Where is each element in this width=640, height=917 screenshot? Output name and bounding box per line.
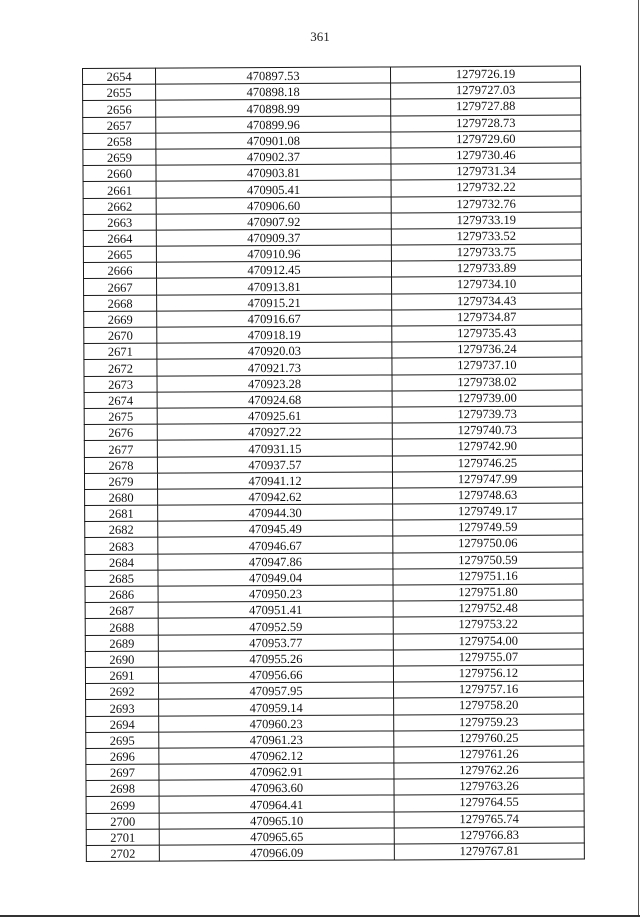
point-number-cell: 2678 — [84, 457, 157, 474]
x-coordinate-cell: 470906.60 — [156, 196, 391, 213]
x-coordinate-cell: 470920.03 — [157, 342, 392, 359]
point-number-cell: 2686 — [85, 586, 158, 603]
table-row — [86, 843, 584, 862]
y-coordinate-cell: 1279732.76 — [391, 196, 581, 213]
y-coordinate-cell: 1279750.59 — [393, 552, 583, 569]
y-coordinate-cell: 1279736.24 — [392, 341, 582, 358]
x-coordinate-cell: 470962.12 — [159, 747, 394, 764]
point-number-cell: 2690 — [85, 651, 158, 668]
point-number-cell: 2677 — [84, 440, 157, 457]
x-coordinate-cell: 470909.37 — [156, 229, 391, 246]
coordinates-table-body — [83, 66, 585, 862]
x-coordinate-cell: 470945.49 — [158, 520, 393, 537]
point-number-cell: 2657 — [83, 117, 156, 134]
y-coordinate-cell: 1279726.19 — [390, 66, 580, 83]
y-coordinate-cell: 1279756.12 — [393, 665, 583, 682]
x-coordinate-cell: 470962.91 — [159, 763, 394, 780]
point-number-cell: 2676 — [84, 424, 157, 441]
point-number-cell: 2693 — [86, 699, 159, 716]
point-number-cell: 2675 — [84, 408, 157, 425]
x-coordinate-cell: 470902.37 — [156, 148, 391, 165]
y-coordinate-cell: 1279727.88 — [391, 98, 581, 115]
x-coordinate-cell: 470957.95 — [159, 682, 394, 699]
point-number-cell: 2694 — [86, 716, 159, 733]
y-coordinate-cell: 1279730.46 — [391, 147, 581, 164]
y-coordinate-cell: 1279740.73 — [392, 422, 582, 439]
point-number-cell: 2683 — [85, 538, 158, 555]
y-coordinate-cell: 1279747.99 — [392, 471, 582, 488]
coordinates-table — [82, 66, 585, 863]
y-coordinate-cell: 1279737.10 — [392, 357, 582, 374]
x-coordinate-cell: 470952.59 — [158, 617, 393, 634]
x-coordinate-cell: 470898.99 — [156, 99, 391, 116]
x-coordinate-cell: 470897.53 — [156, 67, 391, 84]
point-number-cell: 2700 — [86, 813, 159, 830]
x-coordinate-cell: 470944.30 — [158, 504, 393, 521]
x-coordinate-cell: 470947.86 — [158, 553, 393, 570]
x-coordinate-cell: 470923.28 — [157, 375, 392, 392]
point-number-cell: 2669 — [84, 311, 157, 328]
x-coordinate-cell: 470921.73 — [157, 358, 392, 375]
point-number-cell: 2691 — [85, 667, 158, 684]
point-number-cell: 2673 — [84, 376, 157, 393]
x-coordinate-cell: 470931.15 — [157, 439, 392, 456]
y-coordinate-cell: 1279766.83 — [394, 827, 584, 844]
x-coordinate-cell: 470955.26 — [158, 650, 393, 667]
x-coordinate-cell: 470959.14 — [159, 698, 394, 715]
x-coordinate-cell: 470946.67 — [158, 536, 393, 553]
point-number-cell: 2687 — [85, 602, 158, 619]
y-coordinate-cell: 1279762.26 — [394, 762, 584, 779]
point-number-cell: 2671 — [84, 343, 157, 360]
x-coordinate-cell: 470953.77 — [158, 634, 393, 651]
point-number-cell: 2663 — [83, 214, 156, 231]
coordinates-table-container — [82, 66, 585, 863]
point-number-cell: 2655 — [83, 84, 156, 101]
point-number-cell: 2692 — [86, 683, 159, 700]
point-number-cell: 2668 — [84, 295, 157, 312]
point-number-cell: 2695 — [86, 732, 159, 749]
y-coordinate-cell: 1279729.60 — [391, 131, 581, 148]
y-coordinate-cell: 1279763.26 — [394, 778, 584, 795]
point-number-cell: 2680 — [85, 489, 158, 506]
y-coordinate-cell: 1279732.22 — [391, 179, 581, 196]
y-coordinate-cell: 1279733.52 — [391, 228, 581, 245]
y-coordinate-cell: 1279733.89 — [391, 260, 581, 277]
y-coordinate-cell: 1279731.34 — [391, 163, 581, 180]
x-coordinate-cell: 470950.23 — [158, 585, 393, 602]
y-coordinate-cell: 1279739.00 — [392, 390, 582, 407]
point-number-cell: 2674 — [84, 392, 157, 409]
y-coordinate-cell: 1279753.22 — [393, 616, 583, 633]
point-number-cell: 2672 — [84, 360, 157, 377]
x-coordinate-cell: 470899.96 — [156, 116, 391, 133]
point-number-cell: 2661 — [83, 181, 156, 198]
point-number-cell: 2688 — [85, 619, 158, 636]
point-number-cell: 2701 — [86, 829, 159, 846]
y-coordinate-cell: 1279733.19 — [391, 212, 581, 229]
y-coordinate-cell: 1279748.63 — [393, 487, 583, 504]
y-coordinate-cell: 1279754.00 — [393, 633, 583, 650]
y-coordinate-cell: 1279733.75 — [391, 244, 581, 261]
y-coordinate-cell: 1279757.16 — [394, 681, 584, 698]
x-coordinate-cell: 470910.96 — [156, 245, 391, 262]
point-number-cell: 2665 — [83, 246, 156, 263]
x-coordinate-cell: 470951.41 — [158, 601, 393, 618]
x-coordinate-cell: 470924.68 — [157, 391, 392, 408]
y-coordinate-cell: 1279749.59 — [393, 519, 583, 536]
y-coordinate-cell: 1279750.06 — [393, 535, 583, 552]
point-number-cell: 2689 — [85, 635, 158, 652]
y-coordinate-cell: 1279734.87 — [392, 309, 582, 326]
point-number-cell: 2681 — [85, 505, 158, 522]
x-coordinate-cell: 470965.65 — [159, 828, 394, 845]
y-coordinate-cell: 1279755.07 — [393, 649, 583, 666]
point-number-cell: 2697 — [86, 764, 159, 781]
x-coordinate-cell: 470915.21 — [157, 294, 392, 311]
y-coordinate-cell: 1279727.03 — [391, 82, 581, 99]
point-number-cell: 2654 — [83, 68, 156, 85]
point-number-cell: 2658 — [83, 133, 156, 150]
y-coordinate-cell: 1279761.26 — [394, 746, 584, 763]
x-coordinate-cell: 470949.04 — [158, 569, 393, 586]
x-coordinate-cell: 470964.41 — [159, 795, 394, 812]
y-coordinate-cell: 1279758.20 — [394, 697, 584, 714]
y-coordinate-cell: 1279739.73 — [392, 406, 582, 423]
point-number-cell: 2698 — [86, 780, 159, 797]
y-coordinate-cell: 1279759.23 — [394, 714, 584, 731]
x-coordinate-cell: 470965.10 — [159, 812, 394, 829]
x-coordinate-cell: 470912.45 — [156, 261, 391, 278]
x-coordinate-cell: 470937.57 — [157, 455, 392, 472]
x-coordinate-cell: 470956.66 — [158, 666, 393, 683]
x-coordinate-cell: 470901.08 — [156, 132, 391, 149]
y-coordinate-cell: 1279738.02 — [392, 374, 582, 391]
y-coordinate-cell: 1279751.80 — [393, 584, 583, 601]
point-number-cell: 2679 — [84, 473, 157, 490]
y-coordinate-cell: 1279751.16 — [393, 568, 583, 585]
y-coordinate-cell: 1279742.90 — [392, 438, 582, 455]
point-number-cell: 2682 — [85, 521, 158, 538]
x-coordinate-cell: 470966.09 — [159, 844, 394, 861]
point-number-cell: 2670 — [84, 327, 157, 344]
point-number-cell: 2656 — [83, 101, 156, 118]
x-coordinate-cell: 470913.81 — [157, 277, 392, 294]
y-coordinate-cell: 1279728.73 — [391, 115, 581, 132]
point-number-cell: 2696 — [86, 748, 159, 765]
y-coordinate-cell: 1279734.43 — [392, 293, 582, 310]
x-coordinate-cell: 470941.12 — [157, 472, 392, 489]
point-number-cell: 2659 — [83, 149, 156, 166]
y-coordinate-cell: 1279764.55 — [394, 794, 584, 811]
point-number-cell: 2664 — [83, 230, 156, 247]
x-coordinate-cell: 470960.23 — [159, 714, 394, 731]
x-coordinate-cell: 470918.19 — [157, 326, 392, 343]
y-coordinate-cell: 1279735.43 — [392, 325, 582, 342]
scan-edge-right — [638, 0, 639, 917]
y-coordinate-cell: 1279767.81 — [394, 843, 584, 860]
point-number-cell: 2685 — [85, 570, 158, 587]
point-number-cell: 2667 — [84, 279, 157, 296]
y-coordinate-cell: 1279749.17 — [393, 503, 583, 520]
y-coordinate-cell: 1279760.25 — [394, 730, 584, 747]
page-number: 361 — [310, 29, 330, 44]
y-coordinate-cell: 1279765.74 — [394, 811, 584, 828]
x-coordinate-cell: 470942.62 — [158, 488, 393, 505]
point-number-cell: 2702 — [86, 845, 159, 862]
x-coordinate-cell: 470916.67 — [157, 310, 392, 327]
point-number-cell: 2699 — [86, 797, 159, 814]
x-coordinate-cell: 470963.60 — [159, 779, 394, 796]
y-coordinate-cell: 1279746.25 — [392, 455, 582, 472]
x-coordinate-cell: 470905.41 — [156, 180, 391, 197]
x-coordinate-cell: 470907.92 — [156, 213, 391, 230]
point-number-cell: 2684 — [85, 554, 158, 571]
point-number-cell: 2666 — [83, 262, 156, 279]
point-number-cell: 2660 — [83, 165, 156, 182]
y-coordinate-cell: 1279734.10 — [392, 276, 582, 293]
x-coordinate-cell: 470925.61 — [157, 407, 392, 424]
x-coordinate-cell: 470898.18 — [156, 83, 391, 100]
point-number-cell: 2662 — [83, 198, 156, 215]
x-coordinate-cell: 470961.23 — [159, 731, 394, 748]
x-coordinate-cell: 470927.22 — [157, 423, 392, 440]
x-coordinate-cell: 470903.81 — [156, 164, 391, 181]
y-coordinate-cell: 1279752.48 — [393, 600, 583, 617]
